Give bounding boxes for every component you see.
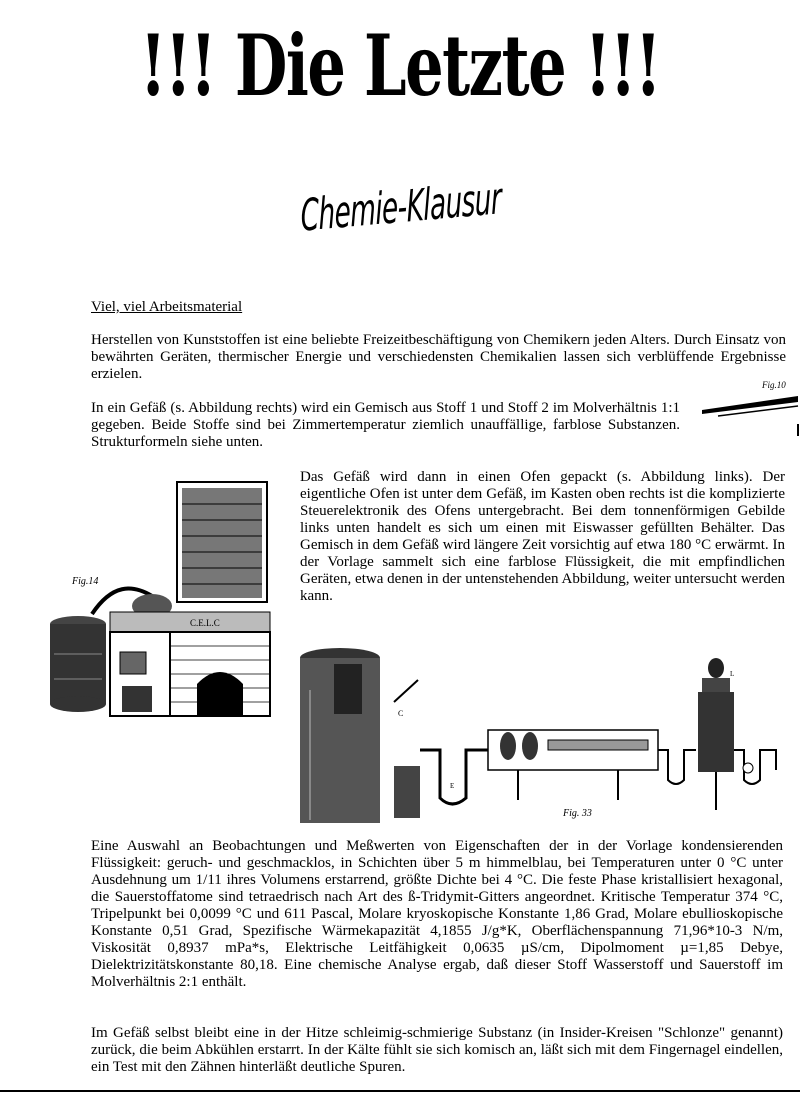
properties-paragraph: Eine Auswahl an Beobachtungen und Meßwerten von Eigenschaften der in der Vorlage kondensierenden Flüssigkeit: geruch- und geschmacklos, in Schichten über 5 m himmelblau, bei Temperaturen unter 0 °C unter Ausdehnung um 1/11 ihres Volumens erstarrend, größte Dichte bei 4 °C. Die feste Phase kristallisiert hexagonal, die Sauerstoffatome sind tetraedrisch nach Art des ß-Tridymit-Gitters angeordnet. Kritische Temperatur 374 °C, Tripelpunkt bei 0,0099 °C und 611 Pascal, Molare kryoskopische Konstante 1,86 Grad, Molare ebullioskopische Konstante 0,51 Grad, Spezifische Wärmekapazität 4,1855 J/g*K, Oberflächenspannung 71,96*10-3 N/m, Viskosität 0,8937 mPa*s, Elektrische Leitfähigkeit 0,0635 µS/cm, Dipolmoment µ=1,85 Debye, Dielektrizitätskonstante 80,18. Eine chemische Analyse ergab, daß dieser Stoff Wasserstoff und Sauerstoff im Molverhältnis 2:1 enthält. [91, 838, 783, 990]
pipette-figure-label: Fig.10 [762, 380, 786, 390]
residue-paragraph: Im Gefäß selbst bleibt eine in der Hitze schleimig-schmierige Substanz (in Insider-Kreisen "Schlonze" genannt) zurück, die beim Abkühlen erstarrt. In der Kälte fühlt sie sich komisch an, läßt sich mit dem Fingernagel eindellen, ein Test mit den Zähnen hinterläßt deutliche Spuren. [91, 1025, 783, 1075]
section-heading: Viel, viel Arbeitsmaterial [91, 299, 243, 315]
oven-illustration [42, 474, 282, 724]
pipette-illustration [698, 376, 800, 436]
apparatus-illustration [298, 640, 800, 828]
bottom-rule [0, 1090, 800, 1092]
oven-paragraph: Das Gefäß wird dann in einen Ofen gepackt (s. Abbildung links). Der eigentliche Ofen ist unter dem Gefäß, im Kasten oben rechts ist die komplizierte Steuerelektronik des Ofens untergebracht. Bei dem tonnenförmigen Gebilde links unten handelt es sich um einen mit Eiswasser gefüllten Behälter. Das Gemisch in dem Gefäß wird längere Zeit vorsichtig auf etwa 180 °C erwärmt. In der Vorlage sammelt sich eine farblose Flüssigkeit, die mit empfindlichen Geräten, etwa denen in der untenstehenden Abbildung, weiter untersucht werden kann. [300, 469, 785, 604]
subtitle: Chemie-Klausur [299, 173, 502, 242]
svg-text:C.E.L.C: C.E.L.C [190, 618, 220, 628]
page-title: !!! Die Letzte !!! [139, 16, 661, 115]
apparatus-figure-label: Fig. 33 [563, 808, 592, 819]
intro-paragraph: Herstellen von Kunststoffen ist eine beliebte Freizeitbeschäftigung von Chemikern jeden Alters. Durch Einsatz von bewährten Geräten, thermischer Energie und verschiedensten Chemikalien lassen sich verblüffende Ergebnisse erzielen. [91, 332, 786, 382]
vessel-paragraph: In ein Gefäß (s. Abbildung rechts) wird ein Gemisch aus Stoff 1 und Stoff 2 im Molverhältnis 1:1 gegeben. Beide Stoffe sind bei Zimmertemperatur ziemlich unauffällige, farblose Substanzen. Strukturformeln siehe unten. [91, 400, 680, 450]
svg-text:L: L [730, 670, 735, 678]
oven-figure-label: Fig.14 [72, 576, 99, 587]
svg-text:E: E [450, 782, 455, 790]
svg-text:C: C [398, 709, 404, 718]
